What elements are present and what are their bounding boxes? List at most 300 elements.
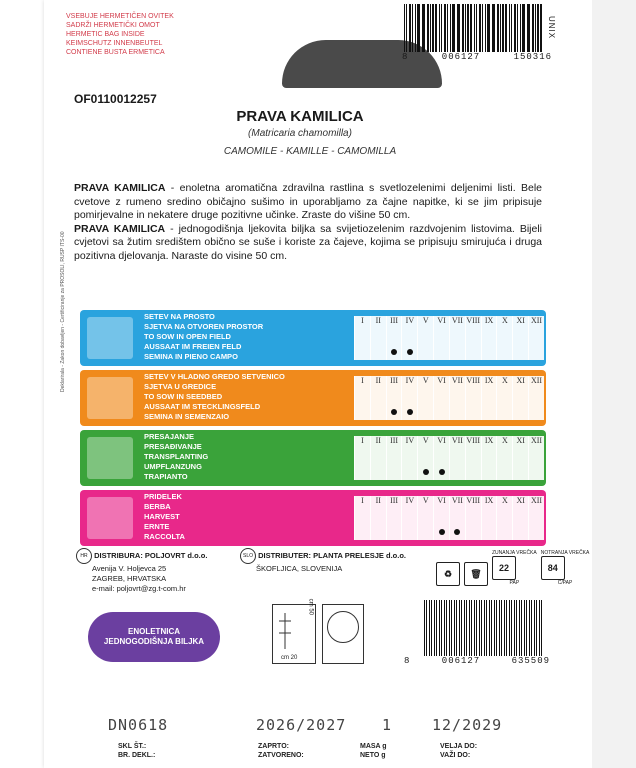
month-label: V: [422, 436, 429, 445]
footer-label: ZATVORENO:: [258, 752, 304, 759]
barcode-digit: 8: [402, 52, 409, 62]
barcode-bar: [426, 600, 427, 656]
recycle-triangle-icon: 22: [492, 556, 516, 580]
row-label: BERBA: [144, 502, 171, 511]
barcode-bar: [444, 600, 446, 656]
barcode-digit: 006127: [441, 656, 481, 666]
month-grid: [352, 310, 546, 366]
barcode-bar: [479, 600, 480, 656]
garden-icon: [87, 317, 133, 359]
month-label: VI: [437, 376, 446, 385]
month-cell: [370, 436, 386, 480]
month-cell: [433, 496, 449, 540]
warning-line: CONTIENE BUSTA ERMETICA: [66, 49, 165, 56]
month-label: V: [422, 316, 429, 325]
month-cell: [370, 496, 386, 540]
barcode-bar: [467, 4, 468, 52]
warning-line: KEIMSCHUTZ INNENBEUTEL: [66, 40, 163, 47]
month-label: XI: [516, 496, 525, 505]
barcode-bar: [487, 4, 489, 52]
barcode-bar: [474, 4, 475, 52]
barcode-bar: [464, 600, 465, 656]
month-cell: [417, 496, 433, 540]
row-label: PRESAĐIVANJE: [144, 442, 202, 451]
barcode-bar: [430, 4, 431, 52]
barcode-bar: [492, 4, 493, 52]
barcode-bar: [526, 600, 528, 656]
month-label: X: [501, 496, 508, 505]
month-cell: [370, 376, 386, 420]
barcode-bar: [476, 600, 477, 656]
barcode-bar: [465, 4, 466, 52]
row-illustration: [80, 430, 140, 486]
month-grid: [352, 370, 546, 426]
barcode-top-digits: [402, 52, 552, 62]
distributor-hr-line: Avenija V. Holjevca 25: [92, 564, 167, 573]
month-dot: [407, 409, 413, 415]
month-cell: [401, 376, 417, 420]
barcode-bar: [436, 600, 438, 656]
barcode-bar: [491, 600, 492, 656]
month-cell: [528, 316, 544, 360]
month-cell: [481, 376, 497, 420]
month-cell: [528, 496, 544, 540]
product-code: OF0110012257: [74, 92, 157, 106]
month-label: X: [501, 376, 508, 385]
barcode-bar: [509, 4, 510, 52]
barcode-bar: [469, 600, 470, 656]
barcode-digit: 150316: [513, 52, 552, 62]
warning-line: SADRŽI HERMETIČKI OMOT: [66, 22, 160, 29]
barcode-bar: [537, 4, 538, 52]
footer-mass: [360, 742, 387, 760]
calendar-row: [80, 430, 546, 486]
barcode-bottom-digits: [404, 656, 550, 666]
row-labels: [140, 490, 352, 546]
barcode-bar: [412, 4, 413, 52]
row-labels: [140, 310, 352, 366]
month-label: VIII: [466, 316, 481, 325]
unix-label: UNIX: [547, 16, 556, 40]
right-margin: [592, 0, 636, 768]
month-cell: [354, 316, 370, 360]
warning-line: VSEBUJE HERMETIČEN OVITEK: [66, 13, 174, 20]
barcode-bar: [449, 600, 450, 656]
month-dot: [391, 409, 397, 415]
distributor-hr-line: ZAGREB, HRVATSKA: [92, 574, 167, 583]
barcode-bar: [514, 600, 515, 656]
barcode-bar: [458, 4, 459, 52]
barcode-bar: [435, 4, 437, 52]
footer-label: NETO g: [360, 752, 386, 759]
month-label: IX: [484, 496, 494, 505]
month-cell: [481, 436, 497, 480]
row-label: SETEV NA PROSTO: [144, 312, 215, 321]
row-label: HARVEST: [144, 512, 180, 521]
barcode-bar: [470, 4, 472, 52]
month-label: VI: [437, 436, 446, 445]
recycle-icons: [436, 550, 589, 586]
row-label: SETEV V HLADNO GREDO SETVENICO: [144, 372, 285, 381]
month-label: V: [422, 376, 429, 385]
desc-sl-name: PRAVA KAMILICA: [74, 182, 166, 194]
month-cell: [449, 376, 465, 420]
month-cell: [528, 436, 544, 480]
footer-label: VELJA DO:: [440, 743, 478, 750]
annual-badge: [88, 612, 220, 662]
barcode-bar: [415, 4, 416, 52]
inner-bag-type: C/PAP: [557, 580, 573, 586]
annual-sl: ENOLETNICA: [128, 627, 180, 636]
month-cell: [449, 496, 465, 540]
month-dot: [407, 349, 413, 355]
barcode-bar: [524, 600, 525, 656]
month-label: III: [390, 316, 399, 325]
barcode-bar: [422, 4, 423, 52]
month-cell: [512, 436, 528, 480]
barcode-bar: [406, 4, 407, 52]
barcode-bar: [471, 600, 472, 656]
distributor-hr: [76, 548, 207, 594]
month-cell: [386, 376, 402, 420]
barcode-bar: [484, 600, 485, 656]
barcode-bar: [441, 600, 442, 656]
barcode-bar: [509, 600, 510, 656]
month-cell: [417, 316, 433, 360]
sowing-depth-diagram: [322, 604, 364, 664]
footer-label: VAŽI DO:: [440, 752, 471, 759]
barcode-bar: [511, 4, 512, 52]
barcode-bar: [479, 4, 481, 52]
month-label: I: [361, 496, 364, 505]
row-label: PRESAJANJE: [144, 432, 195, 441]
barcode-bar: [423, 4, 424, 52]
month-cell: [481, 316, 497, 360]
side-legal-text: Deklarirala - Zakon dobavljen - Certificiranje za PROSOLI, RUSP ITS-00: [60, 231, 66, 392]
month-label: X: [501, 316, 508, 325]
bin-icon: 🗑: [464, 562, 488, 586]
month-cell: [354, 496, 370, 540]
footer-label: BR. DEKL.:: [118, 752, 156, 759]
distributor-si-badge: SLO: [240, 548, 256, 564]
distributor-hr-label: DISTRIBURA: POLJOVRT d.o.o.: [94, 550, 208, 560]
month-cell: [449, 316, 465, 360]
barcode-bar: [452, 4, 454, 52]
month-label: IX: [484, 376, 494, 385]
barcode-bar: [481, 600, 483, 656]
row-label: TO SOW IN OPEN FIELD: [144, 332, 231, 341]
barcode-bar: [527, 4, 528, 52]
barcode-bar: [500, 4, 501, 52]
calendar-row: [80, 490, 546, 546]
product-title: PRAVA KAMILICA: [236, 108, 364, 125]
barcode-bar: [432, 4, 433, 52]
barcode-bar: [534, 600, 536, 656]
month-label: III: [390, 376, 399, 385]
barcode-bar: [474, 600, 476, 656]
description-hr: [74, 223, 542, 264]
month-label: III: [390, 496, 399, 505]
distributor-si-line: ŠKOFLJICA, SLOVENIJA: [256, 564, 343, 573]
month-cell: [465, 376, 481, 420]
row-label: TRAPIANTO: [144, 472, 188, 481]
row-label: SEMINA IN PIENO CAMPO: [144, 352, 238, 361]
month-cell: [401, 496, 417, 540]
month-dot: [423, 469, 429, 475]
warning-line: HERMETIC BAG INSIDE: [66, 31, 145, 38]
row-illustration: [80, 370, 140, 426]
barcode-bar: [404, 4, 405, 52]
barcode-bar: [540, 4, 542, 52]
row-label: RACCOLTA: [144, 532, 185, 541]
row-label: TO SOW IN SEEDBED: [144, 392, 223, 401]
month-cell: [433, 436, 449, 480]
row-label: SJETVA NA OTVOREN PROSTOR: [144, 322, 264, 331]
month-dot: [391, 349, 397, 355]
hermetic-warning: [66, 12, 202, 57]
barcode-bar: [496, 600, 498, 656]
month-label: II: [375, 436, 381, 445]
month-label: I: [361, 376, 364, 385]
barcode-bar: [505, 4, 507, 52]
barcode-digit: 006127: [441, 52, 481, 62]
barcode-bar: [528, 4, 529, 52]
barcode-bar: [522, 4, 524, 52]
month-cell: [417, 376, 433, 420]
inner-bag-label: NOTRANJA VREČKA: [540, 550, 590, 556]
calendar-row: [80, 310, 546, 366]
barcode-bar: [502, 4, 503, 52]
barcode-bar: [497, 4, 499, 52]
barcode-bar: [429, 600, 431, 656]
month-label: XI: [516, 376, 525, 385]
garden-icon: [87, 437, 133, 479]
row-label: ERNTE: [144, 522, 170, 531]
barcode-bar: [535, 4, 536, 52]
month-cell: [401, 316, 417, 360]
outer-bag-recycle: [492, 550, 537, 586]
outer-bag-type: PAP: [509, 580, 520, 586]
month-label: XI: [516, 436, 525, 445]
barcode-bar: [434, 600, 435, 656]
distributor-hr-badge: HR: [76, 548, 92, 564]
lot-stamp: DN0618: [108, 716, 169, 734]
barcode-bar: [485, 4, 486, 52]
month-dot: [454, 529, 460, 535]
month-label: IV: [405, 436, 415, 445]
barcode-bar: [532, 4, 534, 52]
desc-hr-name: PRAVA KAMILICA: [74, 222, 166, 235]
month-cell: [386, 496, 402, 540]
barcode-bar: [504, 600, 506, 656]
month-dot: [439, 529, 445, 535]
row-label: AUSSAAT IM STECKLINGSFELD: [144, 402, 261, 411]
barcode-bar: [499, 600, 500, 656]
barcode-bar: [461, 600, 462, 656]
common-names: CAMOMILE - KAMILLE - CAMOMILLA: [223, 146, 397, 157]
garden-icon: [87, 377, 133, 419]
barcode-bar: [444, 4, 446, 52]
recycle-loop-icon: ♻: [436, 562, 460, 586]
month-cell: [354, 436, 370, 480]
barcode-bar: [520, 4, 521, 52]
closed-stamp: 1: [382, 716, 393, 734]
barcode-bar: [516, 600, 517, 656]
month-cell: [465, 496, 481, 540]
month-label: IV: [405, 376, 415, 385]
barcode-bar: [519, 600, 521, 656]
barcode-bar: [529, 600, 530, 656]
month-label: VI: [437, 496, 446, 505]
month-label: VII: [451, 436, 463, 445]
row-label: PRIDELEK: [144, 492, 182, 501]
barcode-bar: [536, 600, 537, 656]
barcode-bar: [506, 600, 507, 656]
footer-valid: [440, 742, 477, 760]
month-cell: [481, 496, 497, 540]
month-cell: [433, 376, 449, 420]
month-label: XII: [530, 496, 543, 505]
month-label: VIII: [466, 436, 481, 445]
latin-name: (Matricaria chamomilla): [248, 128, 352, 139]
month-label: VIII: [466, 496, 481, 505]
seedling-icon: [277, 611, 307, 651]
inner-bag-recycle: [541, 550, 590, 586]
outer-bag-label: ZUNANJA VREČKA: [492, 550, 537, 556]
month-label: VI: [437, 316, 446, 325]
month-cell: [528, 376, 544, 420]
footer-label: SKL ŠT.:: [118, 743, 147, 750]
barcode-bar: [489, 600, 491, 656]
distributor-hr-line: e-mail: poljovrt@zg.t-com.hr: [92, 584, 186, 593]
row-label: UMPFLANZUNG: [144, 462, 202, 471]
season-stamp: 2026/2027: [256, 716, 347, 734]
barcode-bar: [459, 600, 461, 656]
month-label: XII: [530, 376, 543, 385]
month-cell: [496, 376, 512, 420]
annual-hr: JEDNOGODIŠNJA BILJKA: [103, 637, 205, 646]
depth-circle-icon: [327, 611, 359, 643]
desc-hr-text: - jednogodišnja ljekovita biljka sa svijetiozelenim razdvojenim listovima. Bijeli cvjetovi sa žutim središtem obično se suše i koriste za čajeve, kojima se pripisuju smirujuća i druga pozitivna djelovanja. Naraste do visine 50 cm.: [74, 222, 542, 262]
month-cell: [386, 316, 402, 360]
barcode-bar: [531, 600, 532, 656]
barcode-bar: [424, 600, 425, 656]
row-label: SEMINA IN SEMENZAIO: [144, 412, 230, 421]
month-label: IV: [405, 496, 415, 505]
barcode-bar: [456, 600, 457, 656]
month-grid: [352, 430, 546, 486]
barcode-bottom: [424, 600, 544, 656]
barcode-bar: [521, 600, 522, 656]
barcode-bar: [517, 4, 518, 52]
footer-closed: [258, 742, 304, 760]
month-label: IX: [484, 316, 494, 325]
barcode-bar: [476, 4, 477, 52]
month-label: VII: [451, 376, 463, 385]
month-label: XII: [530, 436, 543, 445]
barcode-bar: [447, 4, 448, 52]
month-dot: [439, 469, 445, 475]
distributor-si: [240, 548, 406, 574]
month-label: XI: [516, 316, 525, 325]
footer-label: MASA g: [360, 743, 387, 750]
month-label: IV: [405, 316, 415, 325]
month-cell: [496, 436, 512, 480]
barcode-bar: [482, 4, 483, 52]
barcode-bar: [462, 4, 464, 52]
row-illustration: [80, 310, 140, 366]
month-label: II: [375, 316, 381, 325]
month-cell: [354, 376, 370, 420]
month-cell: [496, 316, 512, 360]
month-cell: [386, 436, 402, 480]
barcode-digit: 8: [404, 656, 411, 666]
plant-spacing-label: cm 20: [281, 655, 298, 661]
month-label: VII: [451, 496, 463, 505]
barcode-bar: [439, 4, 440, 52]
barcode-bar: [439, 600, 440, 656]
barcode-bar: [511, 600, 513, 656]
month-label: III: [390, 436, 399, 445]
month-cell: [449, 436, 465, 480]
barcode-bar: [454, 600, 455, 656]
month-cell: [496, 496, 512, 540]
barcode-bar: [514, 4, 516, 52]
month-label: II: [375, 496, 381, 505]
month-label: VII: [451, 316, 463, 325]
month-grid: [352, 490, 546, 546]
month-label: IX: [484, 436, 494, 445]
barcode-bar: [466, 600, 468, 656]
garden-icon: [87, 497, 133, 539]
footer-label: ZAPRTO:: [258, 743, 289, 750]
desc-sl-text: - enoletna aromatična zdravilna rastlina s svetlozelenimi deljenimi listi. Bele cvetove z rumeno sredino običajno sušimo in uporabljamo za čajne napitke, ki se jim pripisuje pomirjevalne in nekatere druge pozitivne učinke. Zraste do višine 50 cm.: [74, 182, 542, 221]
month-label: I: [361, 316, 364, 325]
barcode-bar: [446, 600, 447, 656]
barcode-bar: [493, 4, 494, 52]
barcode-bar: [441, 4, 442, 52]
month-cell: [401, 436, 417, 480]
description-sl: [74, 182, 542, 223]
row-label: AUSSAAT IM FREIEN FELD: [144, 342, 242, 351]
month-cell: [512, 496, 528, 540]
expiry-stamp: 12/2029: [432, 716, 503, 734]
month-cell: [417, 436, 433, 480]
barcode-bar: [541, 600, 543, 656]
row-labels: [140, 430, 352, 486]
row-spacing-label: cm 50: [307, 598, 313, 615]
month-cell: [465, 436, 481, 480]
recycle-triangle-icon: 84: [541, 556, 565, 580]
month-cell: [370, 316, 386, 360]
row-labels: [140, 370, 352, 426]
row-label: TRANSPLANTING: [144, 452, 209, 461]
barcode-bar: [427, 4, 429, 52]
month-label: XII: [530, 316, 543, 325]
barcode-bar: [486, 600, 487, 656]
month-label: VIII: [466, 376, 481, 385]
row-illustration: [80, 490, 140, 546]
month-cell: [512, 316, 528, 360]
sowing-distance-diagram: [272, 598, 316, 664]
barcode-bar: [409, 4, 411, 52]
month-cell: [512, 376, 528, 420]
month-cell: [465, 316, 481, 360]
calendar-row: [80, 370, 546, 426]
barcode-bar: [457, 4, 458, 52]
month-label: V: [422, 496, 429, 505]
barcode-bar: [450, 4, 451, 52]
